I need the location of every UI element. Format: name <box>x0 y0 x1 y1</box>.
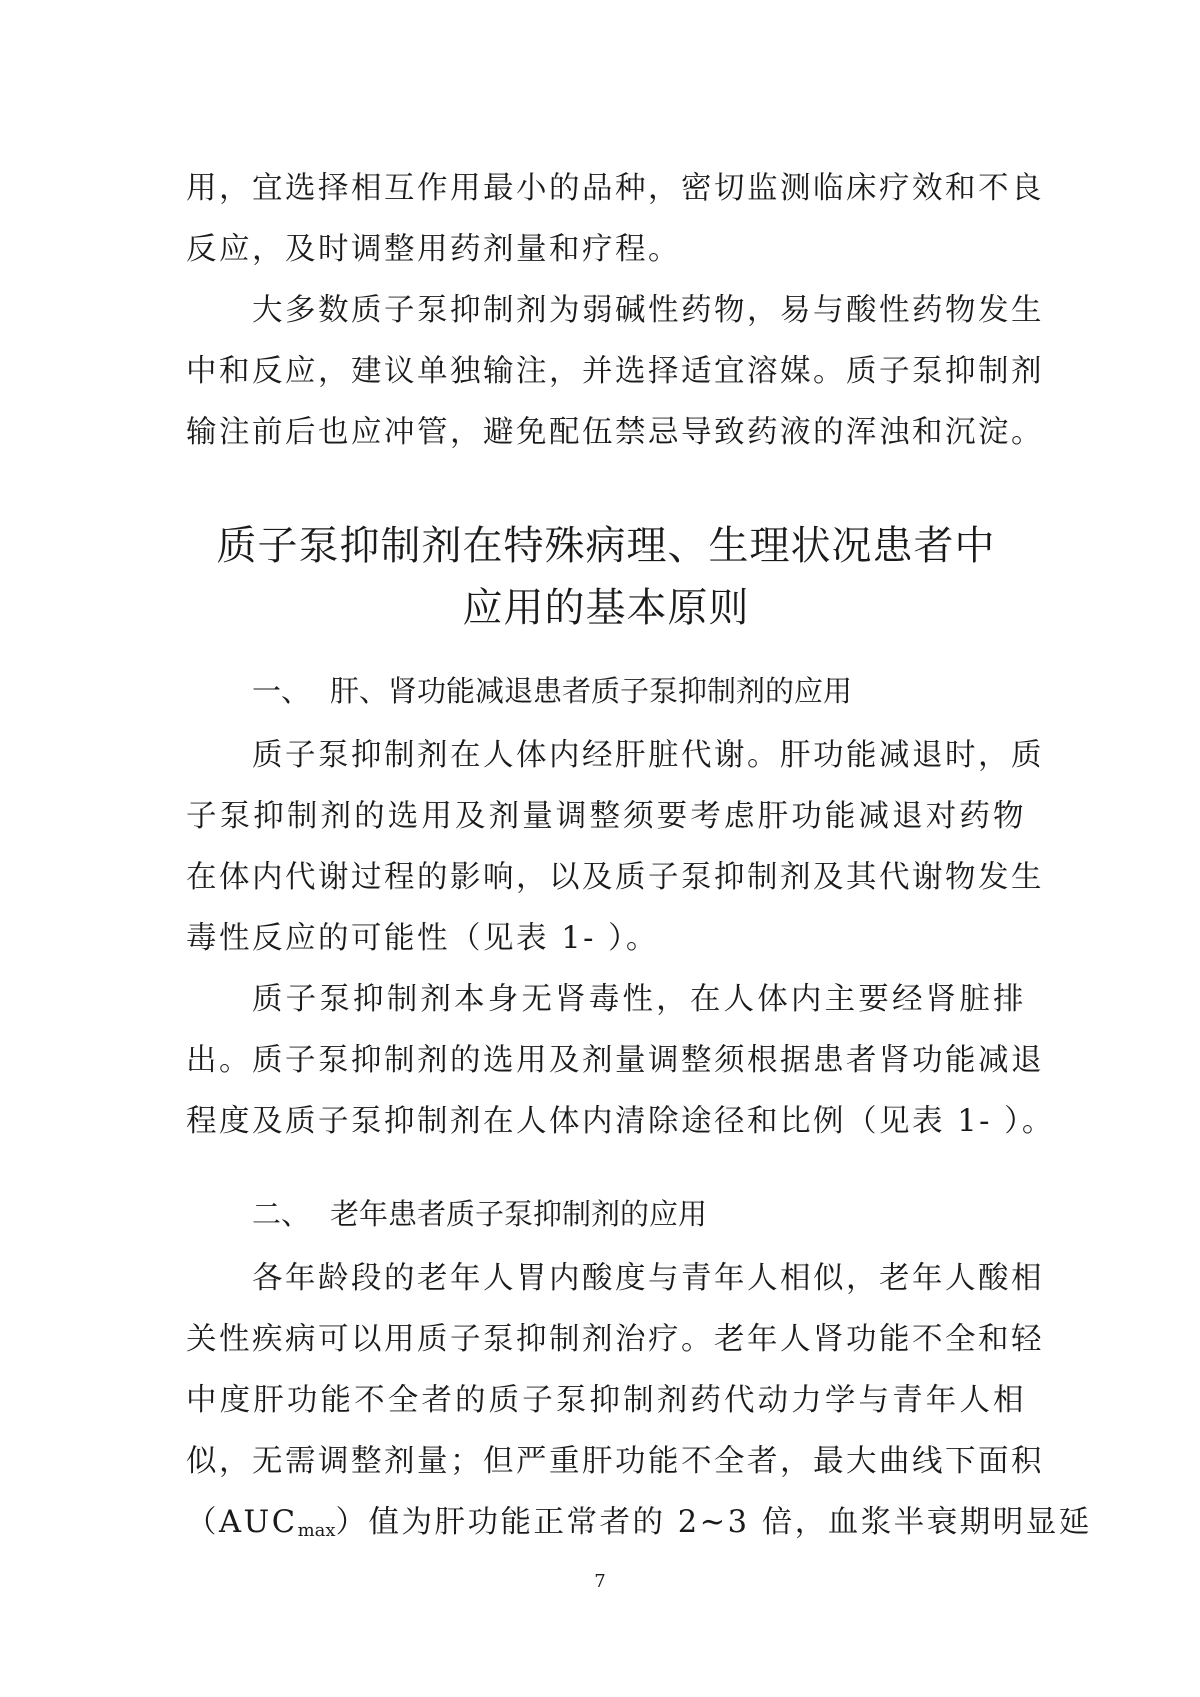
auc-prefix: （AUC <box>186 1505 298 1540</box>
text-line: 反应，及时调整用药剂量和疗程。 <box>186 232 681 267</box>
text-line: 中度肝功能不全者的质子泵抑制剂药代动力学与青年人相 <box>186 1383 1026 1418</box>
subsection-heading-liver-kidney <box>186 661 1026 721</box>
heading-number: 二、 <box>252 1197 311 1231</box>
text-line: 关性疾病可以用质子泵抑制剂治疗。老年人肾功能不全和轻 <box>186 1322 1044 1357</box>
text-line: 在体内代谢过程的影响，以及质子泵抑制剂及其代谢物发生 <box>186 860 1044 895</box>
section-title-line: 质子泵抑制剂在特殊病理、生理状况患者中 <box>216 523 996 569</box>
heading-text: 肝、肾功能减退患者质子泵抑制剂的应用 <box>330 674 853 708</box>
paragraph-weak-base-infusion <box>186 280 1044 463</box>
text-line-auc <box>186 1492 1092 1561</box>
paragraph-kidney-excretion <box>186 969 1055 1152</box>
page-number: 7 <box>594 1571 606 1592</box>
text-line: 似，无需调整剂量；但严重肝功能不全者，最大曲线下面积 <box>186 1444 1044 1479</box>
text-line: 毒性反应的可能性（见表 1- ）。 <box>186 921 659 956</box>
text-line: 输注前后也应冲管，避免配伍禁忌导致药液的浑浊和沉淀。 <box>186 415 1044 450</box>
section-title-line: 应用的基本原则 <box>462 585 750 631</box>
heading-number: 一、 <box>252 674 311 708</box>
text-line: 各年龄段的老年人胃内酸度与青年人相似，老年人酸相 <box>252 1261 1044 1296</box>
paragraph-liver-metabolism <box>186 725 1044 969</box>
subsection-heading-elderly <box>186 1184 1026 1244</box>
paragraph-elderly-patients <box>186 1248 1092 1561</box>
section-title <box>186 515 1026 639</box>
text-line: 出。质子泵抑制剂的选用及剂量调整须根据患者肾功能减退 <box>186 1043 1044 1078</box>
text-line: 子泵抑制剂的选用及剂量调整须要考虑肝功能减退对药物 <box>186 799 1026 834</box>
text-line: 大多数质子泵抑制剂为弱碱性药物，易与酸性药物发生 <box>252 293 1044 328</box>
document-page <box>186 158 1092 1561</box>
text-line: 中和反应，建议单独输注，并选择适宜溶媒。质子泵抑制剂 <box>186 354 1044 389</box>
text-line: 程度及质子泵抑制剂在人体内清除途径和比例（见表 1- ）。 <box>186 1104 1055 1139</box>
auc-subscript: max <box>297 1520 336 1541</box>
paragraph-drug-interaction-continued <box>186 158 1044 280</box>
heading-text: 老年患者质子泵抑制剂的应用 <box>330 1197 708 1231</box>
text-line: 质子泵抑制剂本身无肾毒性，在人体内主要经肾脏排 <box>252 982 1026 1017</box>
text-line: 用，宜选择相互作用最小的品种，密切监测临床疗效和不良 <box>186 171 1044 206</box>
text-line: 质子泵抑制剂在人体内经肝脏代谢。肝功能减退时，质 <box>252 738 1044 773</box>
auc-suffix: ）值为肝功能正常者的 2~3 倍，血浆半衰期明显延 <box>335 1505 1092 1540</box>
